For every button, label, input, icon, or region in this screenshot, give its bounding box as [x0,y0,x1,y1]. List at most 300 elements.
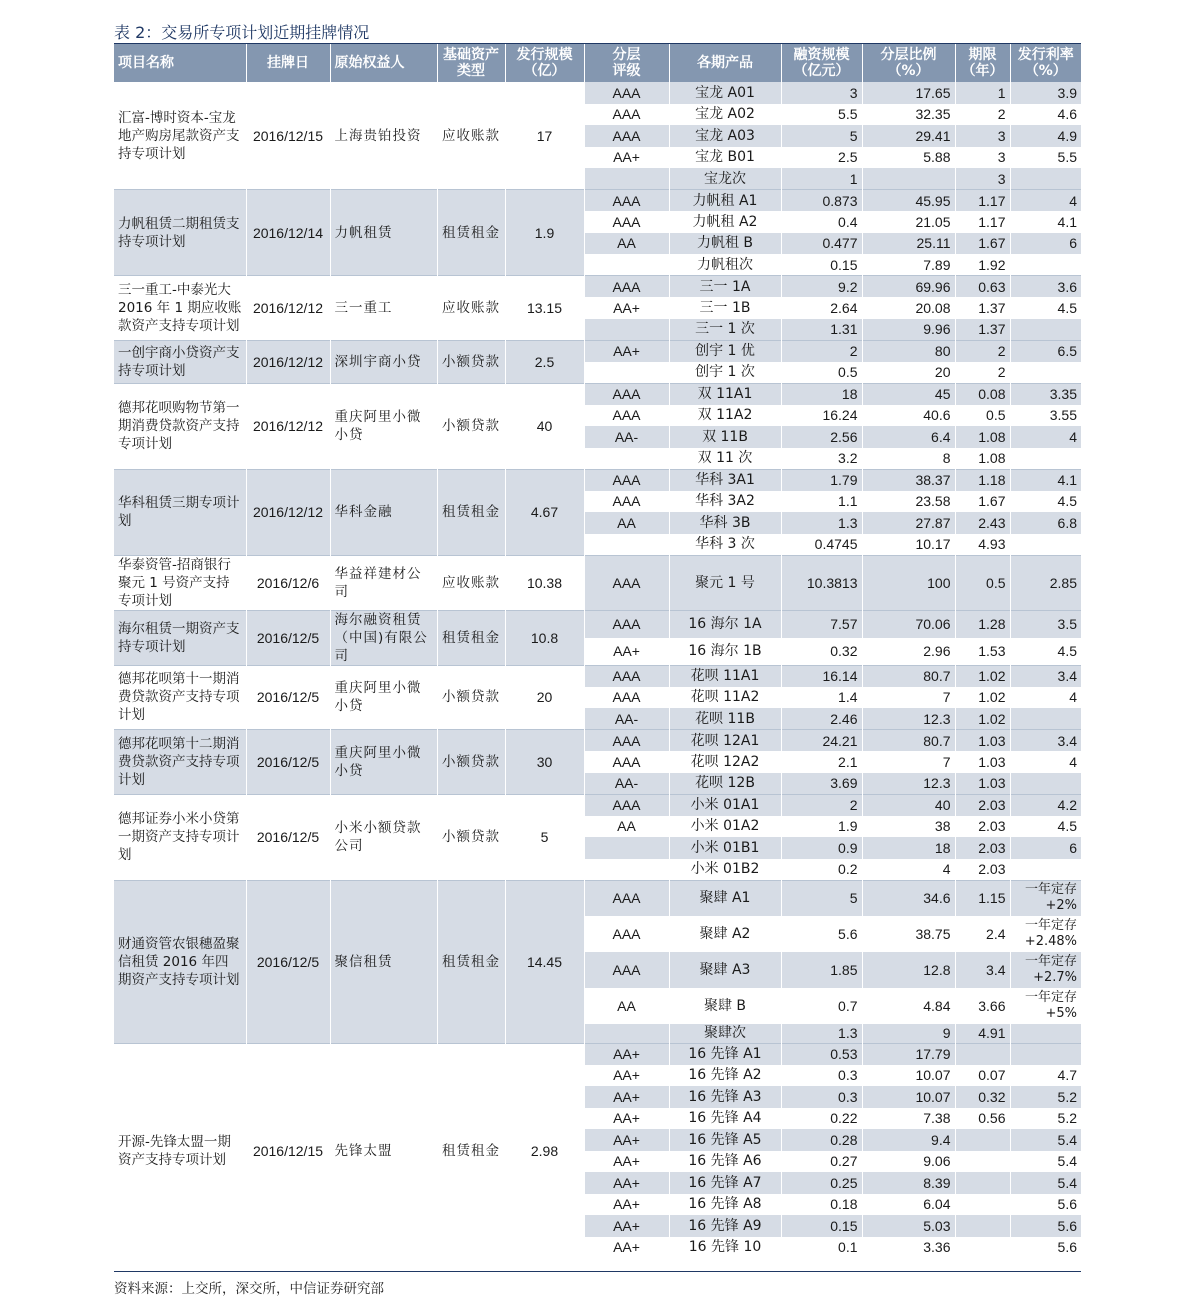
rating-cell: AAA [584,82,669,104]
issue-size-cell: 2.98 [505,1043,584,1258]
table-row [114,665,1081,687]
rate-cell: 4.7 [1010,1065,1081,1087]
financing-cell: 0.3 [781,1086,862,1108]
rate-cell: 6 [1010,837,1081,859]
rating-cell [584,837,669,859]
rate-cell [1010,773,1081,795]
issue-size-cell: 20 [505,665,584,730]
product-cell: 创宇 1 次 [669,362,781,384]
term-cell: 0.63 [955,276,1010,298]
issue-size-cell: 17 [505,82,584,190]
rating-cell: AA- [584,708,669,730]
product-cell: 华科 3B [669,512,781,534]
term-cell [955,1215,1010,1237]
listing-date-cell: 2016/12/5 [246,880,330,1043]
asset-type-cell: 租赁租金 [437,880,505,1043]
ratio-cell: 38 [862,816,955,838]
project-name-cell: 开源-先锋太盟一期资产支持专项计划 [114,1043,246,1258]
header-asset-type: 基础资产 类型 [437,44,505,82]
product-cell: 宝龙 A01 [669,82,781,104]
rating-cell: AA+ [584,1151,669,1173]
header-listing-date: 挂牌日 [246,44,330,82]
ratio-cell: 25.11 [862,233,955,255]
product-cell: 16 先锋 10 [669,1237,781,1259]
financing-cell: 0.28 [781,1129,862,1151]
ratio-cell: 12.3 [862,708,955,730]
rating-cell: AAA [584,104,669,126]
financing-cell: 0.3 [781,1065,862,1087]
ratio-cell: 23.58 [862,491,955,513]
ratio-cell: 12.3 [862,773,955,795]
project-name-cell: 德邦花呗第十一期消费贷款资产支持专项计划 [114,665,246,730]
ratio-cell: 21.05 [862,211,955,233]
table-row [114,880,1081,916]
financing-cell: 2.64 [781,297,862,319]
rate-cell: 3.6 [1010,276,1081,298]
ratio-cell: 18 [862,837,955,859]
term-cell: 1.37 [955,297,1010,319]
rating-cell: AAA [584,687,669,709]
product-cell: 花呗 12A2 [669,751,781,773]
asset-type-cell: 租赁租金 [437,190,505,276]
rating-cell: AAA [584,190,669,212]
rating-cell [584,1024,669,1043]
product-cell: 三一 1B [669,297,781,319]
product-cell: 宝龙 A02 [669,104,781,126]
term-cell: 2.43 [955,512,1010,534]
financing-cell: 5.6 [781,916,862,952]
rate-cell: 5.2 [1010,1086,1081,1108]
rating-cell: AAA [584,555,669,610]
product-cell: 双 11A1 [669,383,781,405]
term-cell: 4.91 [955,1024,1010,1043]
asset-type-cell: 小额贷款 [437,383,505,469]
rate-cell: 5.6 [1010,1215,1081,1237]
product-cell: 16 先锋 A5 [669,1129,781,1151]
financing-cell: 24.21 [781,730,862,752]
originator-cell: 聚信租赁 [330,880,437,1043]
term-cell: 1.37 [955,319,1010,341]
rating-cell: AA+ [584,1129,669,1151]
header-row [114,44,1081,82]
financing-cell: 0.873 [781,190,862,212]
rate-cell: 6.5 [1010,340,1081,362]
issue-size-cell: 13.15 [505,276,584,341]
financing-cell: 0.4745 [781,534,862,556]
rating-cell: AAA [584,794,669,816]
term-cell [955,1194,1010,1216]
project-name-cell: 三一重工-中泰光大 2016 年 1 期应收账款资产支持专项计划 [114,276,246,341]
term-cell: 0.08 [955,383,1010,405]
issue-size-cell: 2.5 [505,340,584,383]
rating-cell: AAA [584,125,669,147]
ratio-cell: 70.06 [862,610,955,638]
product-cell: 小米 01B2 [669,859,781,881]
financing-cell: 16.24 [781,405,862,427]
table-row [114,340,1081,362]
project-name-cell: 一创宇商小贷资产支持专项计划 [114,340,246,383]
listing-date-cell: 2016/12/12 [246,469,330,555]
ratio-cell: 12.8 [862,952,955,988]
financing-cell: 0.53 [781,1043,862,1065]
rating-cell: AAA [584,469,669,491]
term-cell: 1.53 [955,638,1010,666]
rating-cell: AAA [584,751,669,773]
rate-cell: 4.6 [1010,104,1081,126]
rating-cell: AA- [584,773,669,795]
financing-cell: 2.56 [781,426,862,448]
asset-type-cell: 小额贷款 [437,340,505,383]
product-cell: 花呗 11A1 [669,665,781,687]
product-cell: 创宇 1 优 [669,340,781,362]
financing-cell: 16.14 [781,665,862,687]
ratio-cell: 4.84 [862,988,955,1024]
rating-cell: AA+ [584,1108,669,1130]
rating-cell: AA+ [584,638,669,666]
project-name-cell: 德邦花呗购物节第一期消费贷款资产支持专项计划 [114,383,246,469]
originator-cell: 力帆租赁 [330,190,437,276]
term-cell: 3.66 [955,988,1010,1024]
financing-cell: 0.1 [781,1237,862,1259]
ratio-cell: 7 [862,687,955,709]
term-cell: 1.17 [955,190,1010,212]
rate-cell [1010,1024,1081,1043]
ratio-cell: 69.96 [862,276,955,298]
term-cell [955,1237,1010,1259]
product-cell: 三一 1 次 [669,319,781,341]
product-cell: 16 先锋 A4 [669,1108,781,1130]
rating-cell: AA- [584,426,669,448]
listing-date-cell: 2016/12/5 [246,730,330,795]
rating-cell: AA [584,816,669,838]
product-cell: 16 海尔 1A [669,610,781,638]
ratio-cell: 10.17 [862,534,955,556]
rating-cell: AA+ [584,1086,669,1108]
rating-cell [584,448,669,470]
header-coupon-rate: 发行利率 （%） [1010,44,1081,82]
rating-cell: AAA [584,665,669,687]
rating-cell: AA+ [584,1065,669,1087]
source-note: 资料来源：上交所，深交所，中信证券研究部 [114,1281,384,1297]
financing-cell: 0.7 [781,988,862,1024]
originator-cell: 深圳宇商小贷 [330,340,437,383]
product-cell: 16 先锋 A9 [669,1215,781,1237]
term-cell: 1.08 [955,426,1010,448]
product-cell: 16 先锋 A6 [669,1151,781,1173]
table-row [114,383,1081,405]
ratio-cell [862,168,955,190]
table-row [114,610,1081,638]
bottom-rule [114,1271,1081,1272]
rating-cell [584,859,669,881]
rating-cell: AAA [584,383,669,405]
rating-cell: AA [584,233,669,255]
term-cell: 2.03 [955,794,1010,816]
rate-cell [1010,859,1081,881]
rate-cell: 3.35 [1010,383,1081,405]
product-cell: 聚肆 A2 [669,916,781,952]
financing-cell: 18 [781,383,862,405]
listing-date-cell: 2016/12/15 [246,1043,330,1258]
rating-cell: AAA [584,491,669,513]
financing-cell: 9.2 [781,276,862,298]
asset-type-cell: 应收账款 [437,276,505,341]
rating-cell: AAA [584,276,669,298]
term-cell: 2.03 [955,859,1010,881]
ratio-cell: 9.06 [862,1151,955,1173]
term-cell: 1.02 [955,708,1010,730]
rate-cell: 5.4 [1010,1172,1081,1194]
term-cell: 1.92 [955,254,1010,276]
ratio-cell: 32.35 [862,104,955,126]
project-name-cell: 华泰资管-招商银行聚元 1 号资产支持专项计划 [114,555,246,610]
term-cell: 1 [955,82,1010,104]
table-row [114,730,1081,752]
financing-cell: 2.46 [781,708,862,730]
financing-cell: 0.9 [781,837,862,859]
header-tranche-product: 各期产品 [669,44,781,82]
term-cell: 2.03 [955,837,1010,859]
project-name-cell: 汇富-博时资本-宝龙地产购房尾款资产支持专项计划 [114,82,246,190]
originator-cell: 重庆阿里小微小贷 [330,665,437,730]
rating-cell: AAA [584,880,669,916]
ratio-cell: 80.7 [862,730,955,752]
ratio-cell: 7.38 [862,1108,955,1130]
term-cell: 0.5 [955,405,1010,427]
listing-date-cell: 2016/12/5 [246,665,330,730]
ratio-cell: 20.08 [862,297,955,319]
ratio-cell: 80 [862,340,955,362]
rate-cell [1010,448,1081,470]
financing-cell: 1.3 [781,512,862,534]
project-name-cell: 海尔租赁一期资产支持专项计划 [114,610,246,665]
asset-type-cell: 小额贷款 [437,730,505,795]
term-cell: 0.07 [955,1065,1010,1087]
term-cell: 2.03 [955,816,1010,838]
term-cell: 1.08 [955,448,1010,470]
asset-type-cell: 应收账款 [437,555,505,610]
product-cell: 力帆租次 [669,254,781,276]
financing-cell: 0.2 [781,859,862,881]
rate-cell: 3.9 [1010,82,1081,104]
financing-cell: 10.3813 [781,555,862,610]
financing-cell: 0.22 [781,1108,862,1130]
rating-cell: AAA [584,610,669,638]
rate-cell: 4 [1010,687,1081,709]
term-cell: 1.02 [955,665,1010,687]
listing-date-cell: 2016/12/12 [246,276,330,341]
ratio-cell: 20 [862,362,955,384]
header-project-name: 项目名称 [114,44,246,82]
asset-type-cell: 租赁租金 [437,1043,505,1258]
rate-cell [1010,1043,1081,1065]
term-cell: 3 [955,125,1010,147]
term-cell: 1.28 [955,610,1010,638]
header-issue-size: 发行规模 （亿） [505,44,584,82]
product-cell: 小米 01A2 [669,816,781,838]
term-cell: 1.67 [955,233,1010,255]
asset-type-cell: 小额贷款 [437,665,505,730]
financing-cell: 1.9 [781,816,862,838]
rating-cell: AA [584,512,669,534]
financing-cell: 0.15 [781,254,862,276]
financing-cell: 3.69 [781,773,862,795]
product-cell: 聚肆次 [669,1024,781,1043]
rate-cell: 3.5 [1010,610,1081,638]
financing-cell: 0.15 [781,1215,862,1237]
term-cell: 1.17 [955,211,1010,233]
issue-size-cell: 30 [505,730,584,795]
table-row [114,469,1081,491]
term-cell: 3 [955,147,1010,169]
asset-type-cell: 小额贷款 [437,794,505,880]
ratio-cell: 6.04 [862,1194,955,1216]
rating-cell: AA [584,988,669,1024]
rate-cell: 一年定存+5% [1010,988,1081,1024]
rate-cell: 4.5 [1010,491,1081,513]
ratio-cell: 38.37 [862,469,955,491]
financing-cell: 1.85 [781,952,862,988]
listing-date-cell: 2016/12/5 [246,610,330,665]
term-cell: 4.93 [955,534,1010,556]
rate-cell: 5.6 [1010,1237,1081,1259]
rating-cell: AA+ [584,1043,669,1065]
rating-cell [584,319,669,341]
ratio-cell: 27.87 [862,512,955,534]
originator-cell: 先锋太盟 [330,1043,437,1258]
rating-cell: AAA [584,405,669,427]
table-row [114,190,1081,212]
listing-date-cell: 2016/12/6 [246,555,330,610]
financing-cell: 5 [781,125,862,147]
term-cell: 1.02 [955,687,1010,709]
header-term: 期限 （年） [955,44,1010,82]
rate-cell: 一年定存+2.7% [1010,952,1081,988]
rate-cell [1010,362,1081,384]
ratio-cell: 38.75 [862,916,955,952]
product-cell: 16 先锋 A8 [669,1194,781,1216]
product-cell: 双 11B [669,426,781,448]
asset-type-cell: 租赁租金 [437,610,505,665]
rating-cell: AA+ [584,1172,669,1194]
ratio-cell: 8 [862,448,955,470]
product-cell: 宝龙 A03 [669,125,781,147]
rate-cell: 2.85 [1010,555,1081,610]
rate-cell: 4 [1010,190,1081,212]
project-name-cell: 财通资管农银穗盈聚信租赁 2016 年四期资产支持专项计划 [114,880,246,1043]
rate-cell [1010,708,1081,730]
term-cell: 1.67 [955,491,1010,513]
listing-date-cell: 2016/12/12 [246,340,330,383]
listing-date-cell: 2016/12/14 [246,190,330,276]
ratio-cell: 45 [862,383,955,405]
rate-cell: 3.55 [1010,405,1081,427]
product-cell: 聚肆 A1 [669,880,781,916]
ratio-cell: 100 [862,555,955,610]
rating-cell: AA+ [584,1194,669,1216]
product-cell: 力帆租 A2 [669,211,781,233]
product-cell: 华科 3A1 [669,469,781,491]
financing-cell: 1 [781,168,862,190]
originator-cell: 上海贵铂投资 [330,82,437,190]
rate-cell: 6 [1010,233,1081,255]
term-cell: 2.4 [955,916,1010,952]
product-cell: 16 先锋 A2 [669,1065,781,1087]
financing-cell: 0.27 [781,1151,862,1173]
header-tranche-rating: 分层 评级 [584,44,669,82]
rating-cell: AA+ [584,1215,669,1237]
rate-cell: 4.5 [1010,816,1081,838]
term-cell: 0.56 [955,1108,1010,1130]
product-cell: 花呗 12A1 [669,730,781,752]
listing-table [114,44,1081,1258]
issue-size-cell: 5 [505,794,584,880]
financing-cell: 1.31 [781,319,862,341]
rate-cell: 4.1 [1010,211,1081,233]
term-cell: 2 [955,340,1010,362]
ratio-cell: 40.6 [862,405,955,427]
project-name-cell: 力帆租赁二期租赁支持专项计划 [114,190,246,276]
rating-cell: AA+ [584,1237,669,1259]
term-cell: 0.32 [955,1086,1010,1108]
product-cell: 小米 01A1 [669,794,781,816]
originator-cell: 华科金融 [330,469,437,555]
issue-size-cell: 40 [505,383,584,469]
originator-cell: 三一重工 [330,276,437,341]
term-cell: 1.03 [955,773,1010,795]
rate-cell [1010,319,1081,341]
rate-cell: 一年定存+2.48% [1010,916,1081,952]
header-tranche-ratio: 分层比例 （%） [862,44,955,82]
term-cell [955,1151,1010,1173]
term-cell: 1.18 [955,469,1010,491]
financing-cell: 0.477 [781,233,862,255]
term-cell: 1.03 [955,751,1010,773]
product-cell: 花呗 11A2 [669,687,781,709]
ratio-cell: 6.4 [862,426,955,448]
term-cell: 2 [955,104,1010,126]
financing-cell: 0.18 [781,1194,862,1216]
ratio-cell: 5.03 [862,1215,955,1237]
table-body [114,82,1081,1258]
table-title: 表 2：交易所专项计划近期挂牌情况 [114,23,370,42]
financing-cell: 2.1 [781,751,862,773]
header-financing-size: 融资规模 （亿元） [781,44,862,82]
originator-cell: 海尔融资租赁（中国)有限公司 [330,610,437,665]
rating-cell: AAA [584,952,669,988]
product-cell: 双 11A2 [669,405,781,427]
asset-type-cell: 应收账款 [437,82,505,190]
term-cell: 3 [955,168,1010,190]
product-cell: 聚元 1 号 [669,555,781,610]
asset-type-cell: 租赁租金 [437,469,505,555]
ratio-cell: 45.95 [862,190,955,212]
ratio-cell: 7.89 [862,254,955,276]
rate-cell: 5.4 [1010,1129,1081,1151]
rating-cell: AA+ [584,297,669,319]
rate-cell: 4.5 [1010,638,1081,666]
rate-cell: 3.4 [1010,665,1081,687]
financing-cell: 0.4 [781,211,862,233]
rate-cell: 5.2 [1010,1108,1081,1130]
ratio-cell: 29.41 [862,125,955,147]
term-cell [955,1129,1010,1151]
rate-cell: 3.4 [1010,730,1081,752]
listing-date-cell: 2016/12/5 [246,794,330,880]
rating-cell: AAA [584,916,669,952]
ratio-cell: 40 [862,794,955,816]
ratio-cell: 8.39 [862,1172,955,1194]
